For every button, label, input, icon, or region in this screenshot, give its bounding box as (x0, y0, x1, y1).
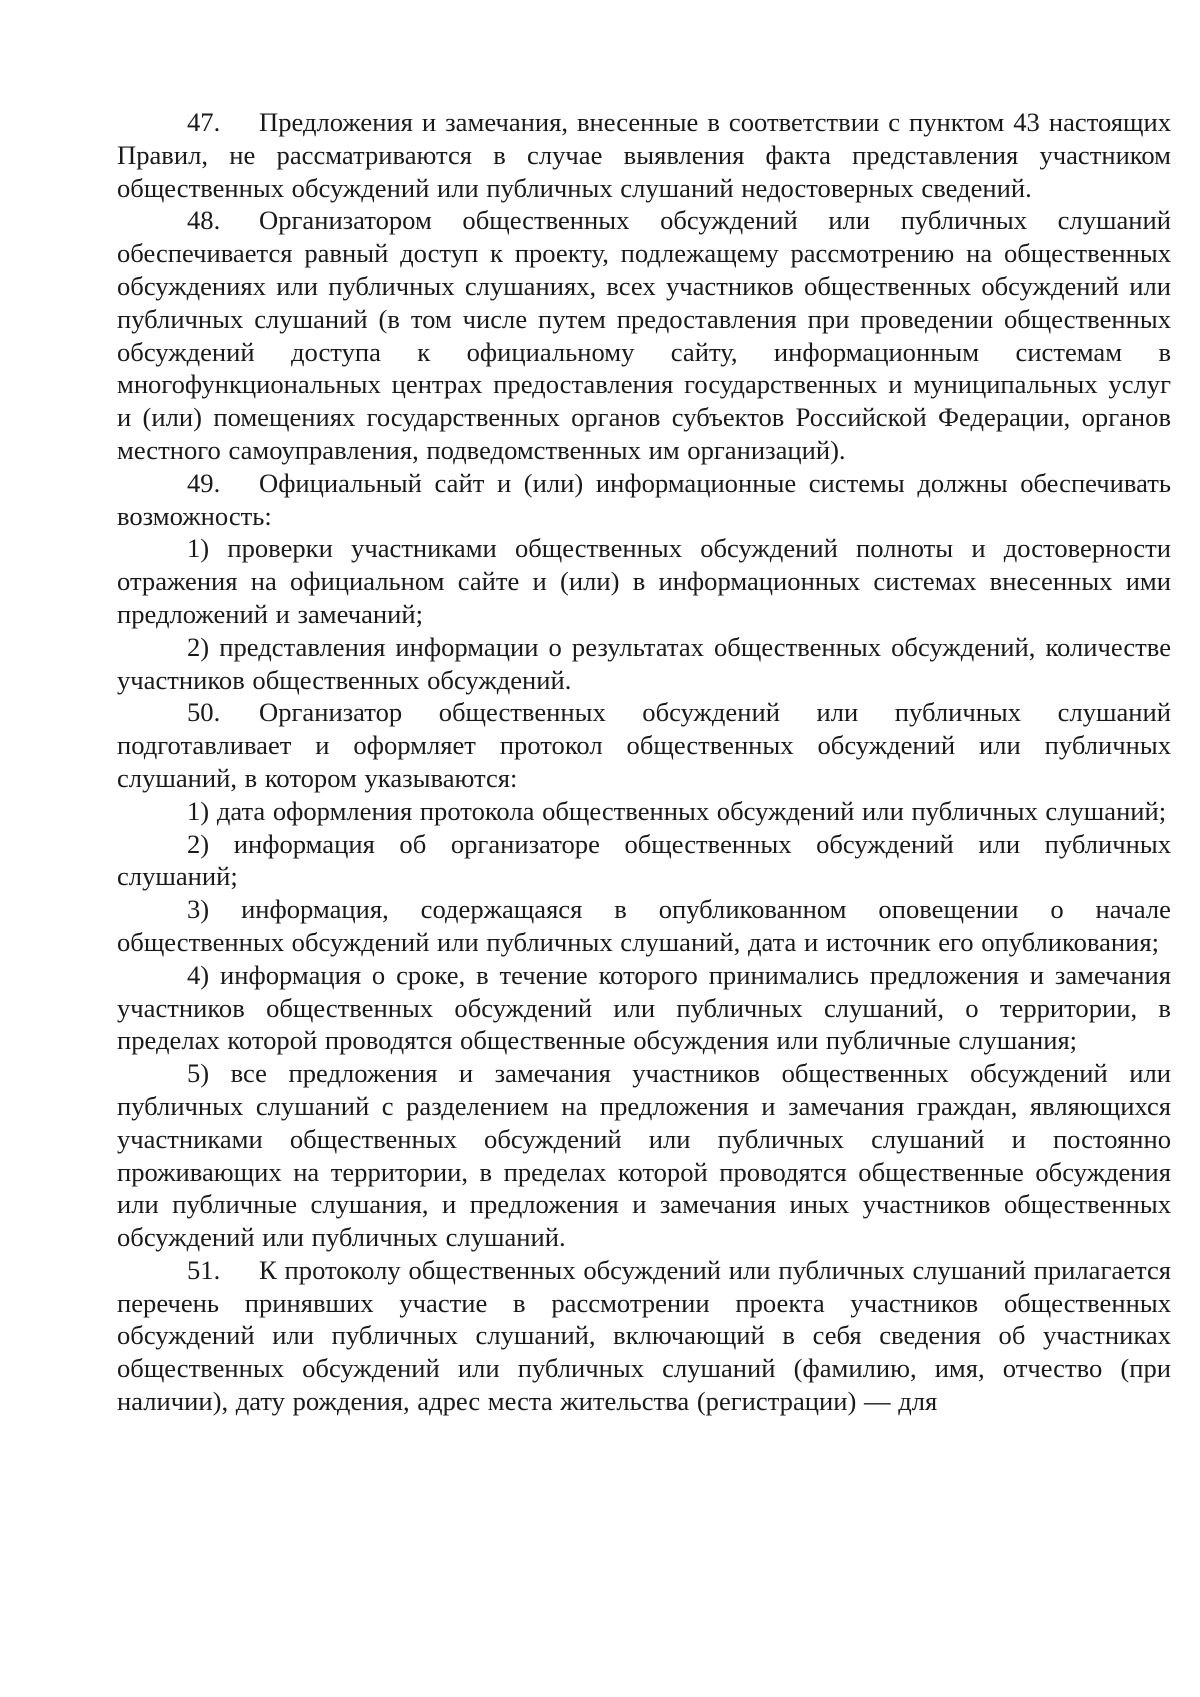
document-page (117, 106, 1171, 1418)
paragraph-text: К протоколу общественных обсуждений или публичных слушаний прилагается перечень принявших участие в рассмотрении проекта участников общественных обсуждений или публичных слушаний, включающий в себя сведения об участниках общественных обсуждений или публичных слушаний (фамилию, имя, отчество (при наличии), дату рождения, адрес места жительства (регистрации) — для (117, 1254, 1171, 1417)
subitem-49-2 (117, 631, 1171, 697)
paragraph-47 (117, 106, 1171, 204)
paragraph-number: 49. (187, 467, 221, 498)
paragraph-text: Предложения и замечания, внесенные в соответствии с пунктом 43 настоящих Правил, не рассматриваются в случае выявления факта представления участником общественных обсуждений или публичных слушаний недостоверных сведений. (117, 107, 1171, 203)
subitem-50-3 (117, 893, 1171, 959)
subitem-number: 5) (187, 1058, 210, 1089)
subitem-49-1 (117, 532, 1171, 630)
subitem-number: 2) (187, 631, 210, 662)
subitem-text: информация о сроке, в течение которого принимались предложения и замечания участников общественных обсуждений или публичных слушаний, о территории, в пределах которой проводятся общественные обсуждения или публичные слушания; (117, 959, 1171, 1056)
paragraph-text: Организатор общественных обсуждений или публичных слушаний подготавливает и оформляет протокол общественных обсуждений или публичных слушаний, в котором указываются: (117, 697, 1171, 793)
subitem-text: дата оформления протокола общественных обсуждений или публичных слушаний; (216, 795, 1167, 826)
paragraph-text: Организатором общественных обсуждений или публичных слушаний обеспечивается равный доступ к проекту, подлежащему рассмотрению на общественных обсуждениях или публичных слушаниях, всех участников общественных обсуждений или публичных слушаний (в том числе путем предоставления при проведении общественных обсуждений доступа к официальному сайту, информационным системам в многофункциональных центрах предоставления государственных и муниципальных услуг и (или) помещениях государственных органов субъектов Российской Федерации, органов местного самоуправления, подведомственных им организаций). (117, 205, 1171, 465)
subitem-text: все предложения и замечания участников общественных обсуждений или публичных слушаний с разделением на предложения и замечания граждан, являющихся участниками общественных обсуждений или публичных слушаний и постоянно проживающих на территории, в пределах которой проводятся общественные обсуждения или публичные слушания, и предложения и замечания иных участников общественных обсуждений или публичных слушаний. (117, 1058, 1171, 1253)
paragraph-50 (117, 696, 1171, 794)
subitem-text: представления информации о результатах общественных обсуждений, количестве участников общественных обсуждений. (117, 631, 1171, 695)
subitem-number: 4) (187, 959, 210, 990)
paragraph-text: Официальный сайт и (или) информационные системы должны обеспечивать возможность: (117, 467, 1171, 531)
subitem-number: 1) (187, 795, 210, 826)
subitem-number: 1) (187, 533, 210, 564)
subitem-text: информация, содержащаяся в опубликованном оповещении о начале общественных обсуждений или публичных слушаний, дата и источник его опубликования; (117, 894, 1171, 957)
paragraph-48 (117, 204, 1171, 466)
subitem-50-5 (117, 1057, 1171, 1254)
subitem-number: 2) (187, 828, 210, 859)
paragraph-number: 50. (187, 697, 221, 728)
paragraph-number: 48. (187, 205, 221, 236)
paragraph-number: 51. (187, 1254, 221, 1285)
subitem-50-2 (117, 828, 1171, 894)
subitem-50-4 (117, 959, 1171, 1057)
subitem-text: проверки участниками общественных обсуждений полноты и достоверности отражения на официальном сайте и (или) в информационных системах внесенных ими предложений и замечаний; (117, 533, 1171, 629)
subitem-text: информация об организаторе общественных обсуждений или публичных слушаний; (117, 828, 1171, 892)
paragraph-51 (117, 1254, 1171, 1418)
paragraph-number: 47. (187, 107, 221, 137)
paragraph-49 (117, 467, 1171, 533)
subitem-number: 3) (187, 894, 210, 925)
subitem-50-1 (117, 795, 1171, 828)
